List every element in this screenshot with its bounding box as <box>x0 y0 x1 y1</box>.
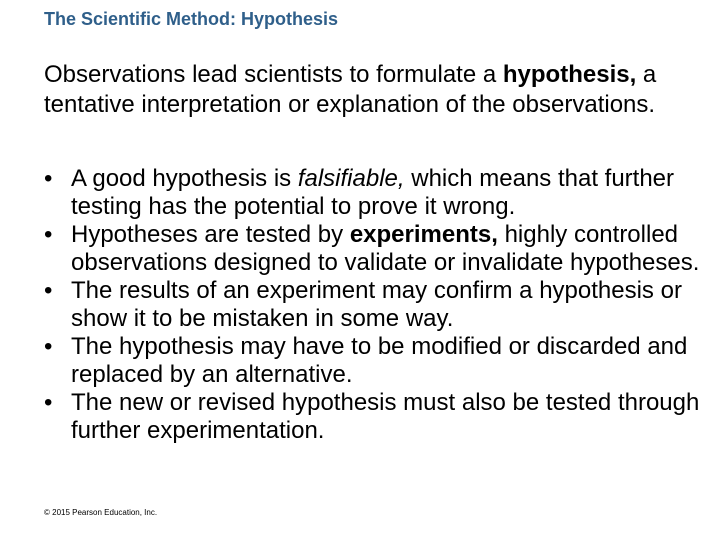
bullet-marker: • <box>44 389 53 416</box>
bullet-marker: • <box>44 333 53 360</box>
bullet-marker: • <box>44 165 53 192</box>
bullet-text: The hypothesis may have to be modified or discarded and replaced by an alternative. <box>71 333 688 388</box>
bullet-item-falsifiable <box>44 165 704 221</box>
bullet-strong: experiments, <box>349 221 498 248</box>
bullet-text: highly controlled observations designed to validate or invalidate hypotheses. <box>71 221 700 276</box>
intro-key-term: hypothesis, <box>502 61 637 88</box>
slide-title: The Scientific Method: Hypothesis <box>44 9 339 29</box>
intro-text-end: a tentative interpretation or explanation of the observations. <box>44 61 657 118</box>
bullet-item-experiments <box>44 221 704 277</box>
intro-text-start: Observations lead scientists to formulate a <box>44 61 503 88</box>
copyright-footer: © 2015 Pearson Education, Inc. <box>44 508 158 517</box>
bullet-text: The results of an experiment may confirm a hypothesis or show it to be mistaken in some way. <box>71 277 682 332</box>
bullet-text: which means that further testing has the potential to prove it wrong. <box>71 165 675 220</box>
intro-paragraph <box>44 60 694 120</box>
bullet-text: The new or revised hypothesis must also be tested through further experimentation. <box>71 389 700 444</box>
bullet-text: A good hypothesis is <box>71 165 298 192</box>
bullet-emphasis: falsifiable, <box>297 165 405 192</box>
bullet-item-results <box>44 277 704 333</box>
bullet-item-revised <box>44 389 704 445</box>
bullet-marker: • <box>44 277 53 304</box>
bullet-list <box>44 165 704 445</box>
bullet-marker: • <box>44 221 53 248</box>
bullet-item-modified <box>44 333 704 389</box>
bullet-text: Hypotheses are tested by <box>71 221 350 248</box>
